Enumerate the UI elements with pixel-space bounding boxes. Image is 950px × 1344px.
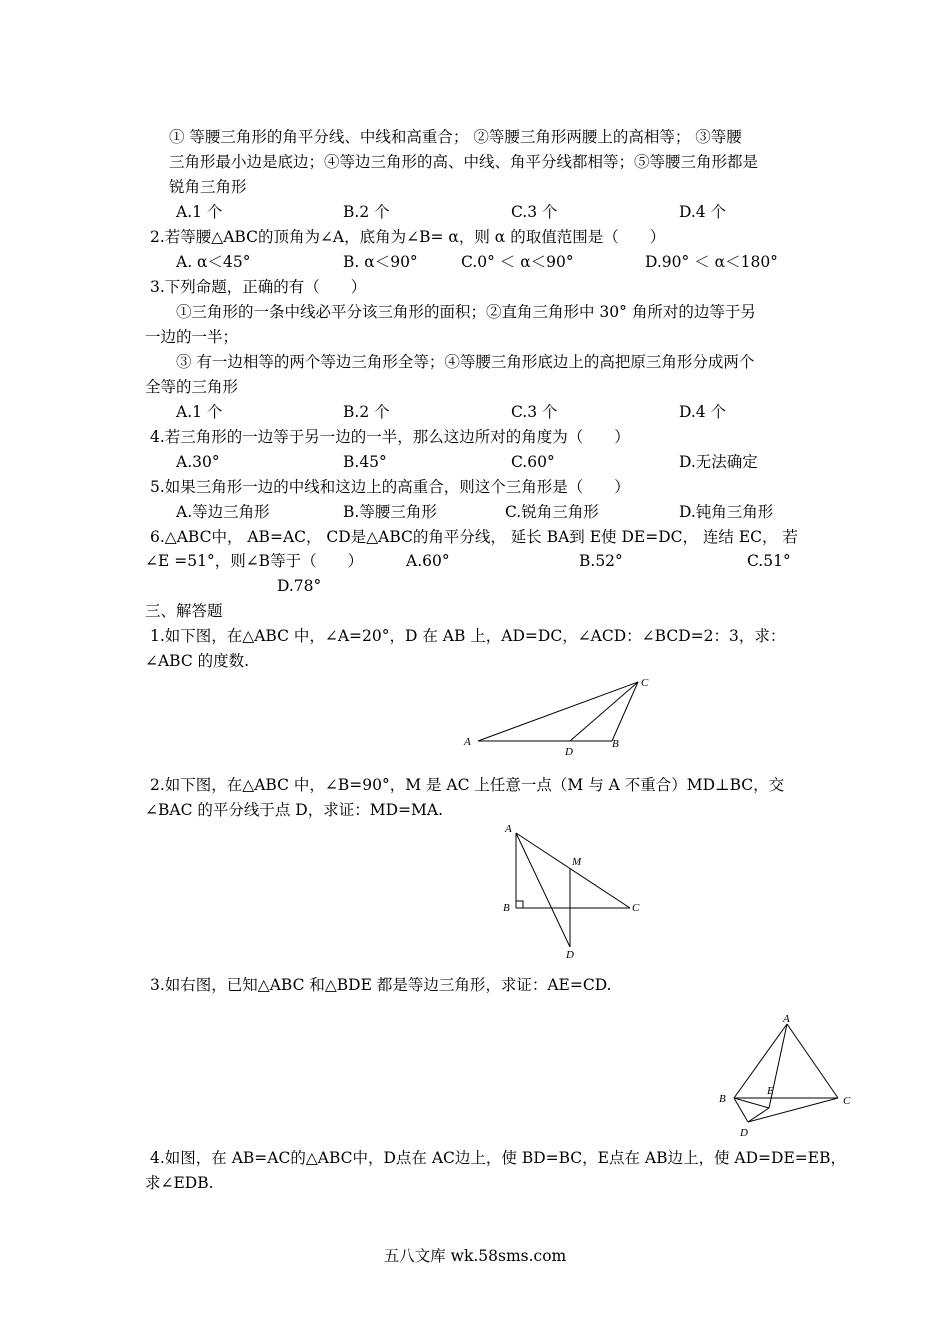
q5-stem: 5.如果三角形一边的中线和这边上的高重合，则这个三角形是（ ） <box>150 478 630 496</box>
q5-option-b: B.等腰三角形 <box>343 503 437 521</box>
label-c: C <box>843 1095 851 1107</box>
q1-statement-line-1: ① 等腰三角形的角平分线、中线和高重合； ②等腰三角形两腰上的高相等； ③等腰 <box>169 128 742 146</box>
q4-option-b: B.45° <box>343 453 387 471</box>
q1-option-a: A.1 个 <box>176 203 223 221</box>
problem2-line-1: 2.如下图，在△ABC 中，∠B=90°，M 是 AC 上任意一点（M 与 A 不重合）MD⊥BC，交 <box>150 776 785 794</box>
q3-option-a: A.1 个 <box>176 403 223 421</box>
problem2-figure <box>500 820 650 965</box>
label-d: D <box>565 746 573 758</box>
label-b: B <box>612 738 619 750</box>
segment-dc <box>570 682 638 741</box>
segment-ad <box>516 833 570 947</box>
problem1-line-1: 1.如下图，在△ABC 中，∠A=20°，D 在 AB 上，AD=DC，∠ACD：∠BCD=2：3，求： <box>150 627 786 645</box>
problem1-figure <box>460 672 660 762</box>
q1-option-c: C.3 个 <box>511 203 558 221</box>
q3-statement-line-2: 一边的一半； <box>145 328 239 346</box>
footer: 五八文库 wk.58sms.com <box>383 1247 567 1265</box>
label-b: B <box>503 902 510 914</box>
q3-option-b: B.2 个 <box>343 403 390 421</box>
segment-ac <box>787 1024 838 1098</box>
q3-option-c: C.3 个 <box>511 403 558 421</box>
q4-option-d: D.无法确定 <box>679 453 758 471</box>
q2-option-b: B. α＜90° <box>343 253 418 271</box>
q1-statement-line-3: 锐角三角形 <box>169 178 247 196</box>
label-c: C <box>632 902 640 914</box>
q6-option-c: C.51° <box>747 552 791 570</box>
label-m: M <box>572 856 582 868</box>
label-e: E <box>767 1085 774 1097</box>
label-a: A <box>505 823 512 835</box>
segment-dc <box>748 1098 838 1122</box>
segment-ac <box>516 833 630 908</box>
q4-option-a: A.30° <box>176 453 220 471</box>
q6-option-d: D.78° <box>277 577 322 595</box>
q4-option-c: C.60° <box>511 453 555 471</box>
q5-option-d: D.钝角三角形 <box>679 503 774 521</box>
segment-bc <box>612 682 638 741</box>
q6-option-b: B.52° <box>579 552 623 570</box>
q1-option-d: D.4 个 <box>679 203 727 221</box>
section-title: 三、解答题 <box>145 602 223 620</box>
label-c: C <box>641 677 649 689</box>
q3-statement-line-3: ③ 有一边相等的两个等边三角形全等；④等腰三角形底边上的高把原三角形分成两个 <box>176 353 755 371</box>
q3-statement-line-4: 全等的三角形 <box>145 378 239 396</box>
problem4-line-2: 求∠EDB. <box>145 1174 214 1192</box>
label-a: A <box>783 1013 790 1025</box>
problem3-figure <box>712 1012 862 1142</box>
label-b: B <box>719 1093 726 1105</box>
q1-statement-line-2: 三角形最小边是底边；④等边三角形的高、中线、角平分线都相等；⑤等腰三角形都是 <box>169 153 759 171</box>
q3-option-d: D.4 个 <box>679 403 727 421</box>
q4-stem: 4.若三角形的一边等于另一边的一半，那么这边所对的角度为（ ） <box>150 428 630 446</box>
segment-de <box>748 1108 769 1122</box>
q2-stem: 2.若等腰△ABC的顶角为∠A，底角为∠B= α，则 α 的取值范围是（ ） <box>150 228 666 246</box>
q2-option-c: C.0° ＜ α＜90° <box>461 253 574 271</box>
q6-stem-line-2: ∠E =51°，则∠B等于（ ） <box>145 552 364 570</box>
right-angle-mark <box>516 901 523 908</box>
q5-option-a: A.等边三角形 <box>176 503 270 521</box>
q2-option-a: A. α＜45° <box>176 253 251 271</box>
q6-stem-line-1: 6.△ABC中， AB=AC， CD是△ABC的角平分线， 延长 BA到 E使 DE=DC， 连结 EC， 若 <box>150 528 798 546</box>
segment-ac <box>478 682 638 741</box>
q1-option-b: B.2 个 <box>343 203 390 221</box>
q3-stem: 3.下列命题，正确的有（ ） <box>150 278 367 296</box>
problem4-line-1: 4.如图，在 AB=AC的△ABC中，D点在 AC边上，使 BD=BC，E点在 AB边上，使 AD=DE=EB， <box>150 1149 846 1167</box>
q2-option-d: D.90° ＜ α＜180° <box>645 253 778 271</box>
problem1-line-2: ∠ABC 的度数. <box>145 652 250 670</box>
q5-option-c: C.锐角三角形 <box>505 503 599 521</box>
label-d: D <box>740 1127 748 1139</box>
label-d: D <box>566 949 574 961</box>
q6-option-a: A.60° <box>406 552 450 570</box>
problem2-line-2: ∠BAC 的平分线于点 D，求证：MD=MA. <box>145 801 443 819</box>
q3-statement-line-1: ①三角形的一条中线必平分该三角形的面积；②直角三角形中 30° 角所对的边等于另 <box>176 303 756 321</box>
problem3-line-1: 3.如右图，已知△ABC 和△BDE 都是等边三角形，求证：AE=CD. <box>150 976 612 994</box>
label-a: A <box>464 736 471 748</box>
